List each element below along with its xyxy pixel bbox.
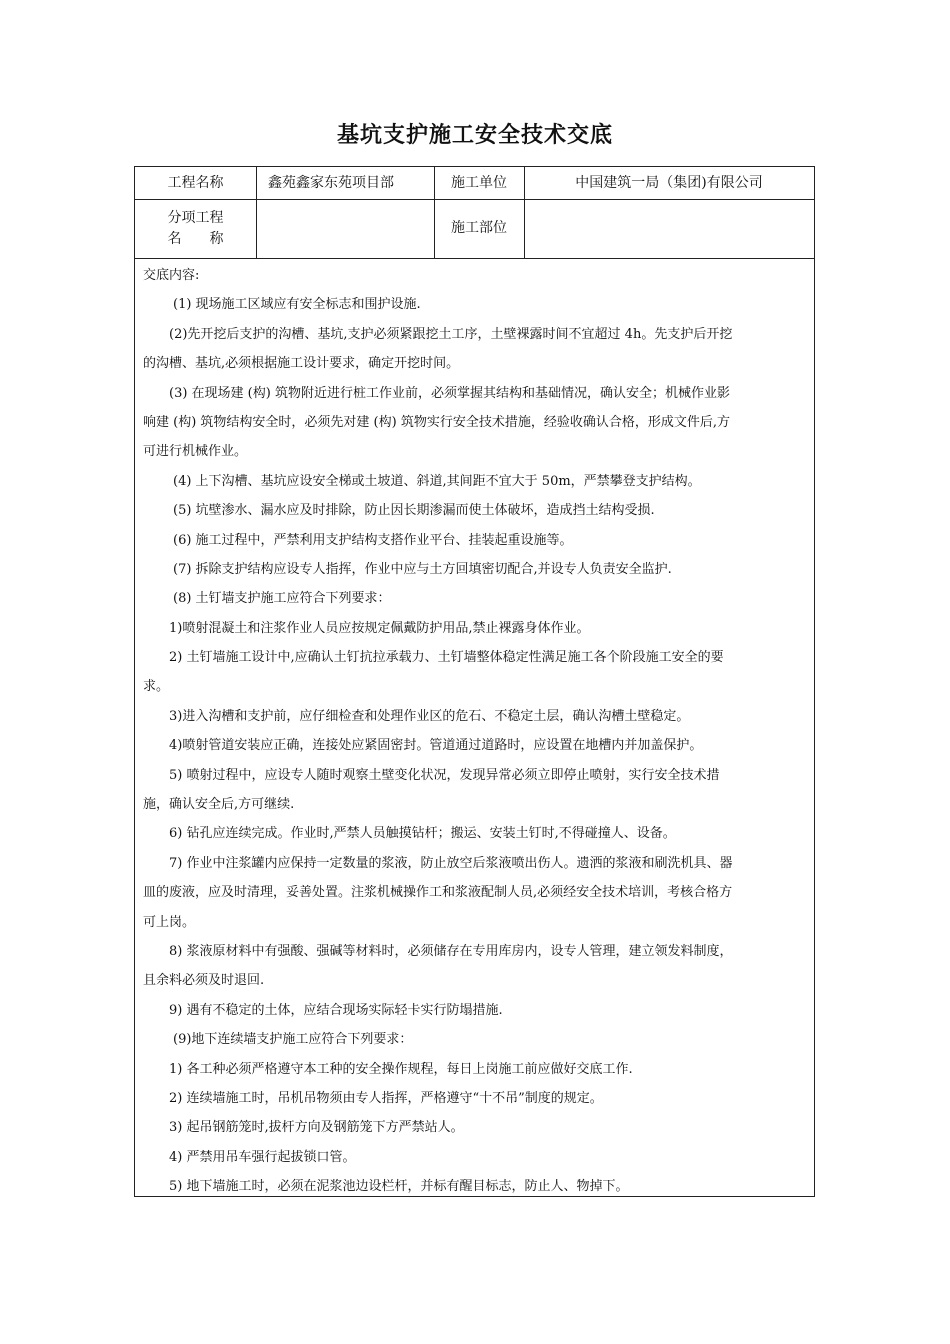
content-line: 3)进入沟槽和支护前，应仔细检查和处理作业区的危石、不稳定土层，确认沟槽土壁稳定。 — [169, 708, 690, 724]
content-line: 8) 浆液原材料中有强酸、强碱等材料时，必须储存在专用库房内，设专人管理，建立领发料制度， — [169, 943, 733, 959]
sub-project-value — [256, 199, 434, 258]
content-line: 响建 (构) 筑物结构安全时，必须先对建 (构) 筑物实行安全技术措施，经验收确认合格，形成文件后,方 — [143, 414, 730, 430]
content-line: 1) 各工种必须严格遵守本工种的安全操作规程，每日上岗施工前应做好交底工作. — [169, 1061, 633, 1077]
content-line: 5) 喷射过程中，应设专人随时观察土壁变化状况，发现异常必须立即停止喷射，实行安全技术措 — [169, 767, 720, 783]
content-line: (2)先开挖后支护的沟槽、基坑,支护必须紧跟挖土工序，土壁裸露时间不宜超过 4h。先支护后开挖 — [169, 326, 733, 342]
construction-part-value — [524, 199, 814, 258]
content-line: (5) 坑壁渗水、漏水应及时排除，防止因长期渗漏而使土体破坏，造成挡土结构受损. — [173, 503, 655, 519]
sub-project-label-line-1: 分项工程 — [167, 209, 224, 226]
content-line: 可进行机械作业。 — [143, 444, 248, 460]
content-line: 求。 — [143, 679, 170, 695]
disclosure-content — [135, 259, 814, 1196]
content-line: (8) 土钉墙支护施工应符合下列要求： — [173, 591, 391, 607]
content-line: 4)喷射管道安装应正确，连接处应紧固密封。管道通过道路时，应设置在地槽内并加盖保护。 — [169, 738, 703, 754]
content-line: 6) 钻孔应连续完成。作业时,严禁人员触摸钻杆；搬运、安装土钉时,不得碰撞人、设备。 — [169, 826, 676, 842]
content-line: 施，确认安全后,方可继续. — [143, 797, 295, 813]
content-line: 5) 地下墙施工时，必须在泥浆池边设栏杆，并标有醒目标志，防止人、物掉下。 — [169, 1179, 629, 1195]
content-line: 4) 严禁用吊车强行起拔锁口管。 — [169, 1149, 356, 1165]
document-title: 基坑支护施工安全技术交底 — [336, 123, 613, 148]
sub-project-label — [135, 199, 256, 258]
content-lines — [143, 290, 806, 1201]
sub-project-label-line-2: 名 称 — [167, 230, 224, 247]
construction-part-label: 施工部位 — [451, 220, 507, 236]
content-line: 且余料必须及时退回. — [143, 973, 265, 989]
content-line: 的沟槽、基坑,必须根据施工设计要求，确定开挖时间。 — [143, 356, 460, 372]
content-line: (3) 在现场建 (构) 筑物附近进行桩工作业前，必须掌握其结构和基础情况，确认安全；机械作业影 — [169, 385, 730, 401]
content-line: 2) 连续墙施工时，吊机吊物须由专人指挥，严格遵守“十不吊”制度的规定。 — [169, 1090, 603, 1106]
construction-unit-label: 施工单位 — [451, 174, 507, 191]
content-line: (4) 上下沟槽、基坑应设安全梯或土坡道、斜道,其间距不宜大于 50m，严禁攀登支护结构。 — [173, 473, 701, 489]
content-line: (1) 现场施工区域应有安全标志和围护设施. — [173, 297, 421, 313]
content-heading: 交底内容: — [143, 268, 200, 283]
project-name-label: 工程名称 — [167, 174, 224, 191]
content-line: 7) 作业中注浆罐内应保持一定数量的浆液，防止放空后浆液喷出伤人。遗洒的浆液和刷洗机具、器 — [169, 855, 733, 871]
content-line: 3) 起吊钢筋笼时,拔杆方向及钢筋笼下方严禁站人。 — [169, 1120, 464, 1136]
project-name-value: 鑫苑鑫家东苑项目部 — [268, 174, 394, 191]
disclosure-form — [134, 166, 815, 1197]
construction-unit-value: 中国建筑一局（集团)有限公司 — [575, 174, 763, 191]
content-line: (7) 拆除支护结构应设专人指挥，作业中应与土方回填密切配合,并设专人负责安全监护. — [173, 561, 672, 577]
content-line: (6) 施工过程中，严禁利用支护结构支搭作业平台、挂装起重设施等。 — [173, 532, 573, 548]
content-line: (9)地下连续墙支护施工应符合下列要求： — [173, 1032, 413, 1048]
content-line: 1)喷射混凝土和注浆作业人员应按规定佩戴防护用品,禁止裸露身体作业。 — [169, 620, 590, 636]
content-line: 2) 土钉墙施工设计中,应确认土钉抗拉承载力、土钉墙整体稳定性满足施工各个阶段施工安全的要 — [169, 650, 724, 666]
content-line: 9) 遇有不稳定的土体，应结合现场实际轻卡实行防塌措施. — [169, 1002, 503, 1018]
content-line: 皿的废液，应及时清理，妥善处置。注浆机械操作工和浆液配制人员,必须经安全技术培训，考核合格方 — [143, 885, 733, 901]
content-line: 可上岗。 — [143, 914, 196, 930]
